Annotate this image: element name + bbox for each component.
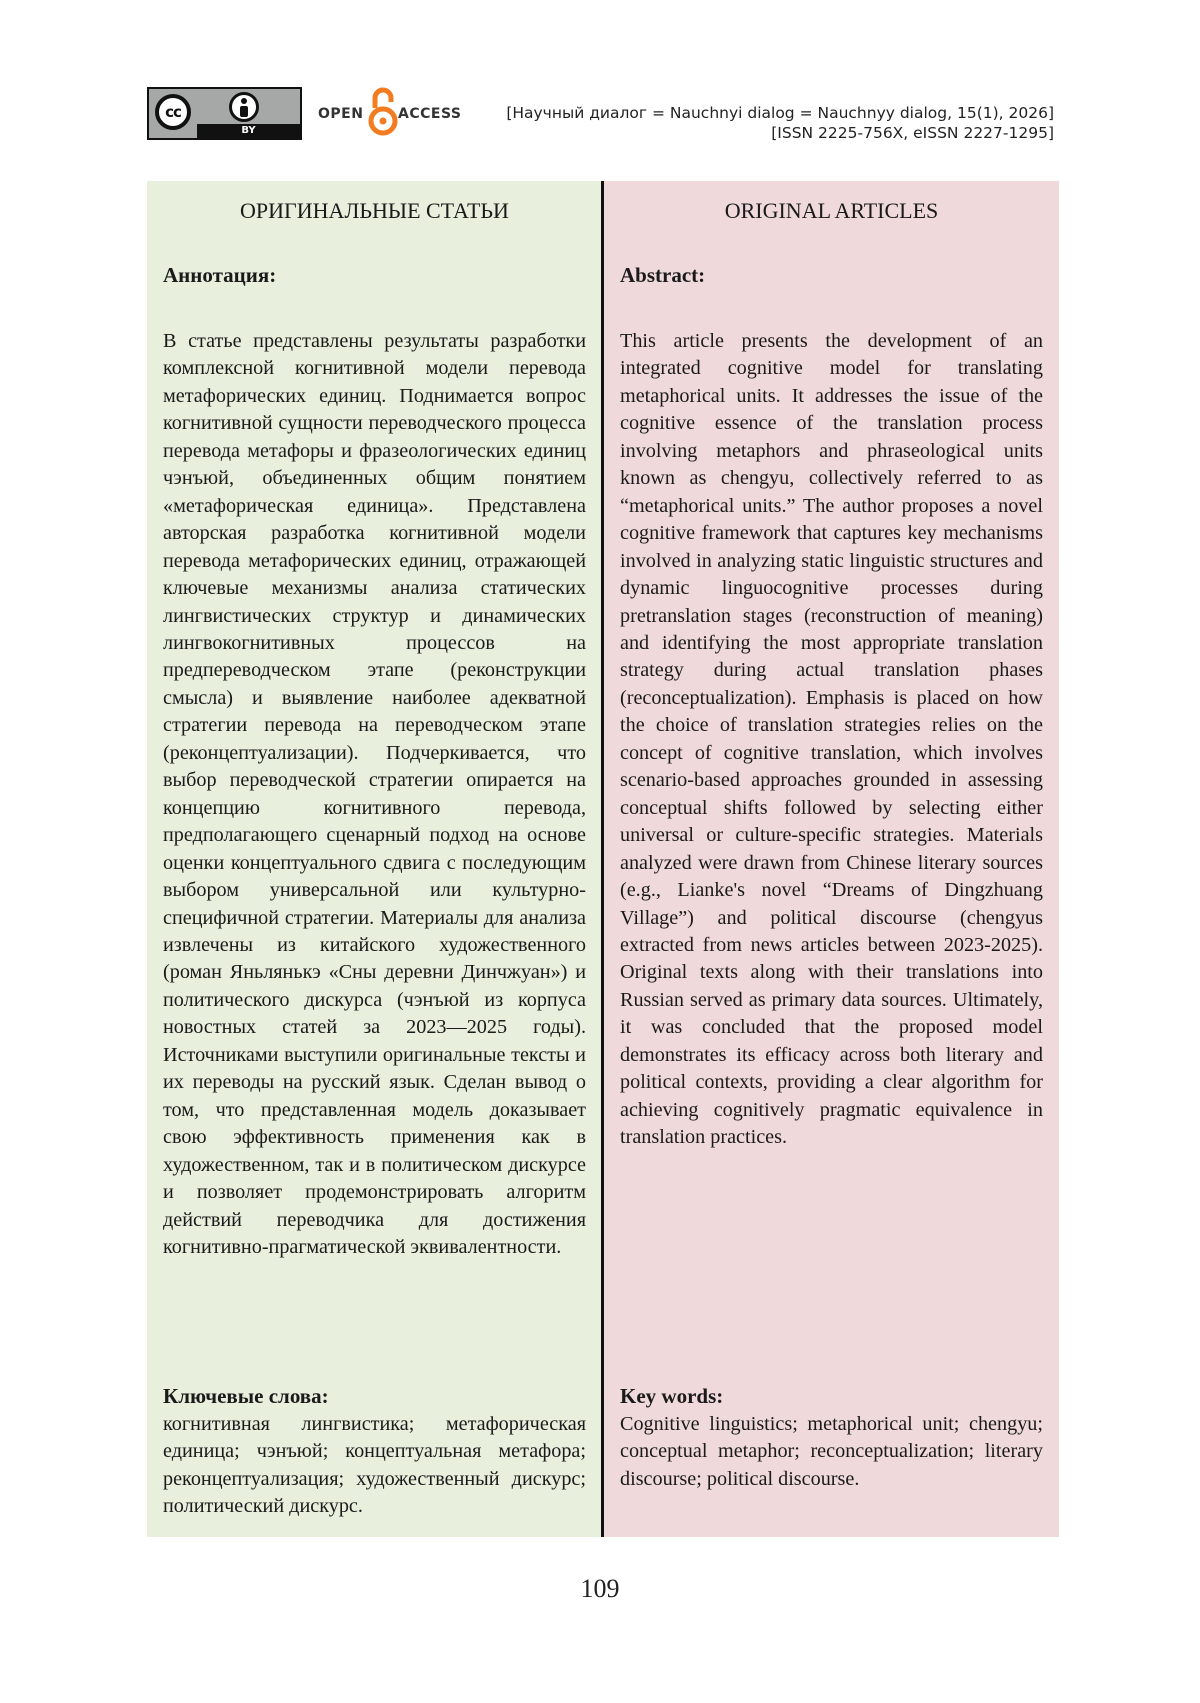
- open-access-logo[interactable]: [318, 86, 464, 138]
- access-word: ACCESS: [398, 106, 462, 122]
- issn-line: [ISSN 2225-756X, eISSN 2227-1295]: [771, 124, 1054, 142]
- attribution-person-icon: [229, 92, 259, 122]
- page-number: 109: [580, 1574, 620, 1603]
- journal-citation: [Научный диалог = Nauchnyi dialog = Nauchnyy dialog, 15(1), 2026]: [506, 104, 1054, 122]
- keywords-text-ru: когнитивная лингвистика; метафорическая единица; чэнъюй; концептуальная метафора; реконцептуализация; художественный дискурс; политический дискурс.: [163, 1413, 586, 1518]
- abstract-label-ru: Аннотация:: [163, 263, 277, 287]
- by-label: BY: [197, 124, 300, 138]
- russian-column: [147, 181, 602, 1537]
- keywords-label-en: Key words:: [620, 1384, 724, 1408]
- creative-commons-icon: cc: [155, 94, 191, 130]
- keywords-text-en: Cognitive linguistics; metaphorical unit; chengyu; conceptual metaphor; reconceptualization; literary discourse; political discourse.: [620, 1413, 1043, 1490]
- keywords-label-ru: Ключевые слова:: [163, 1384, 329, 1408]
- section-title-en: ORIGINAL ARTICLES: [724, 198, 939, 223]
- cc-by-license-badge[interactable]: [147, 87, 302, 140]
- english-column: [604, 181, 1059, 1537]
- open-access-lock-icon: [368, 86, 398, 138]
- section-title-ru: ОРИГИНАЛЬНЫЕ СТАТЬИ: [240, 198, 509, 223]
- abstract-label-en: Abstract:: [620, 263, 706, 287]
- open-word: OPEN: [318, 106, 364, 122]
- abstract-text-ru: В статье представлены результаты разработки комплексной когнитивной модели перевода метафорических единиц. Поднимается вопрос когнитивной сущности переводческого процесса перевода метафоры и фразеологических единиц чэнъюй, объединенных общим понятием «метафорическая единица». Представлена авторская разработка когнитивной модели перевода метафорических единиц, отражающей ключевые механизмы анализа статических лингвистических структур и динамических лингвокогнитивных процессов на предпереводческом этапе (реконструкции смысла) и выявление наиболее адекватной стратегии перевода на переводческом этапе (реконцептуализации). Подчеркивается, что выбор переводческой стратегии опирается на концепцию когнитивного перевода, предполагающего сценарный подход на основе оценки концептуального сдвига с последующим выбором универсальной или культурно-специфичной стратегии. Материалы для анализа извлечены из китайского художественного (роман Яньлянькэ «Сны деревни Динчжуан») и политического дискурса (чэнъюй из корпуса новостных статей за 2023—2025 годы). Источниками выступили оригинальные тексты и их переводы на русский язык. Сделан вывод о том, что представленная модель доказывает свою эффективность применения как в художественном, так и в политическом дискурсе и позволяет продемонстрировать алгоритм действий переводчика для достижения когнитивно-прагматической эквивалентности.: [163, 330, 586, 1258]
- abstract-text-en: This article presents the development of an integrated cognitive model for translating metaphorical units. It addresses the issue of the cognitive essence of the translation process involving metaphors and phraseological units known as chengyu, collectively referred to as “metaphorical units.” The author proposes a novel cognitive framework that captures key mechanisms involved in analyzing static linguistic structures and dynamic linguocognitive processes during pretranslation stages (reconstruction of meaning) and identifying the most appropriate translation strategy during actual translation phases (reconceptualization). Emphasis is placed on how the choice of translation strategies relies on the concept of cognitive translation, which involves scenario-based approaches grounded in assessing conceptual shifts followed by selecting either universal or culture-specific strategies. Materials analyzed were drawn from Chinese literary sources (e.g., Lianke's novel “Dreams of Dingzhuang Village”) and political discourse (chengyus extracted from news articles between 2023-2025). Original texts along with their translations into Russian served as primary data sources. Ultimately, it was concluded that the proposed model demonstrates its efficacy across both literary and political contexts, providing a clear algorithm for achieving cognitively pragmatic equivalence in translation practices.: [620, 330, 1043, 1149]
